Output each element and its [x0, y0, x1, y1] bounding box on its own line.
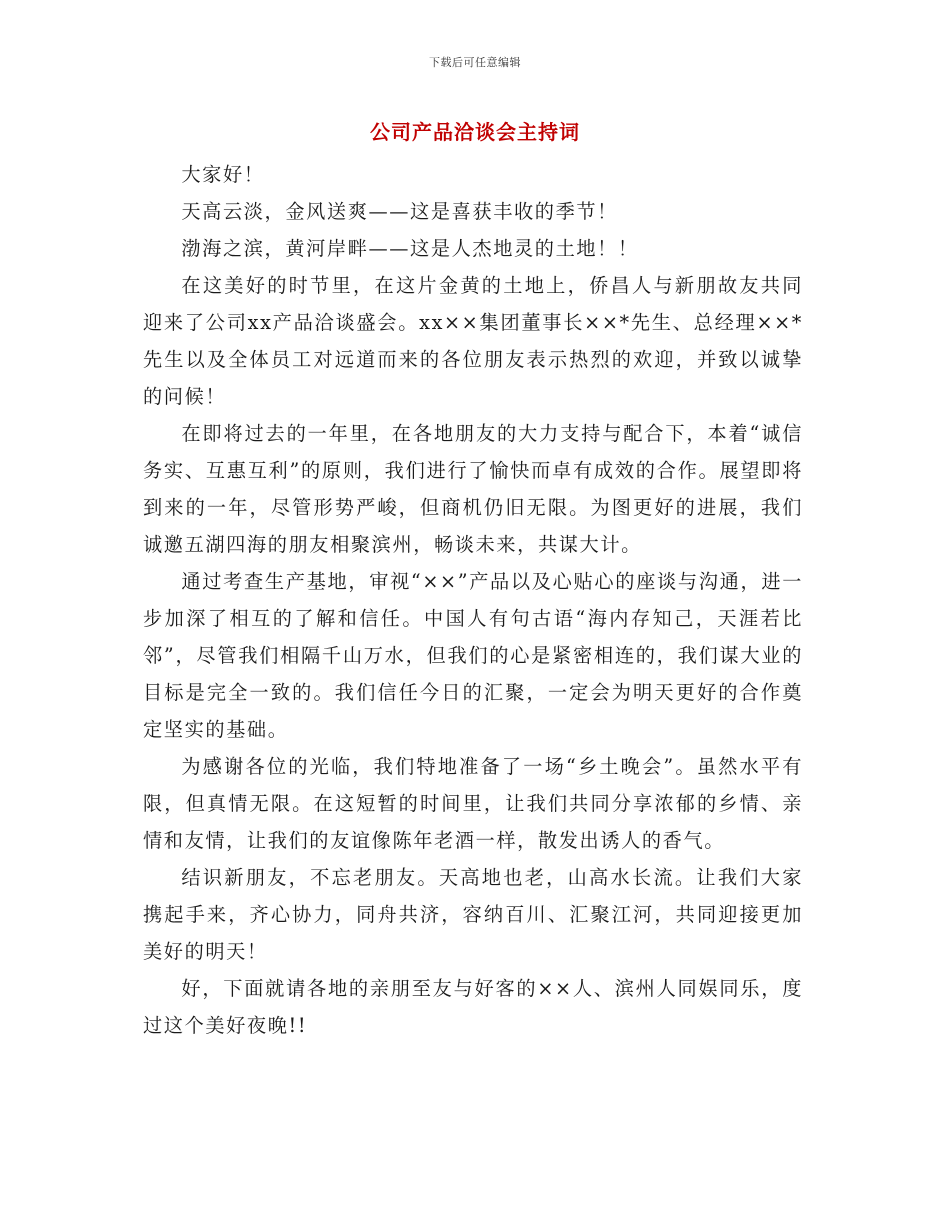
- document-title: 公司产品洽谈会主持词: [370, 120, 580, 144]
- paragraph-cooperation: 在即将过去的一年里，在各地朋友的大力支持与配合下，本着“诚信务实、互惠互利”的原则，我们进行了愉快而卓有成效的合作。展望即将到来的一年，尽管形势严峻，但商机仍旧无限。为图更好的进展，我们诚邀五湖四海的朋友相聚滨州，畅谈未来，共谋大计。: [143, 422, 803, 556]
- paragraph-season: 天高云淡，金风送爽——这是喜获丰收的季节！: [181, 200, 618, 223]
- paragraph-greeting: 大家好！: [181, 163, 265, 186]
- paragraph-evening-party: 为感谢各位的光临，我们特地准备了一场“乡土晚会”。虽然水平有限，但真情无限。在这短暂的时间里，让我们共同分享浓郁的乡情、亲情和友情，让我们的友谊像陈年老酒一样，散发出诱人的香气。: [143, 755, 803, 852]
- paragraph-friendship: 结识新朋友，不忘老朋友。天高地也老，山高水长流。让我们大家携起手来，齐心协力，同舟共济，容纳百川、汇聚江河，共同迎接更加美好的明天！: [143, 866, 803, 963]
- paragraph-trust: 通过考查生产基地，审视“××”产品以及心贴心的座谈与沟通，进一步加深了相互的了解和信任。中国人有句古语“海内存知己，天涯若比邻”，尽管我们相隔千山万水，但我们的心是紧密相连的，我们谋大业的目标是完全一致的。我们信任今日的汇聚，一定会为明天更好的合作奠定坚实的基础。: [143, 570, 803, 741]
- header-note: 下载后可任意编辑: [429, 56, 521, 69]
- paragraph-welcome: 在这美好的时节里，在这片金黄的土地上，侨昌人与新朋故友共同迎来了公司xx产品洽谈盛会。xx××集团董事长××*先生、总经理××*先生以及全体员工对远道而来的各位朋友表示热烈的欢迎，并致以诚挚的问候！: [143, 274, 803, 408]
- paragraph-land: 渤海之滨，黄河岸畔——这是人杰地灵的土地！！: [181, 237, 639, 260]
- document-body: [143, 156, 803, 1044]
- paragraph-closing: 好，下面就请各地的亲朋至友与好客的××人、滨州人同娱同乐，度过这个美好夜晚!!: [143, 977, 803, 1037]
